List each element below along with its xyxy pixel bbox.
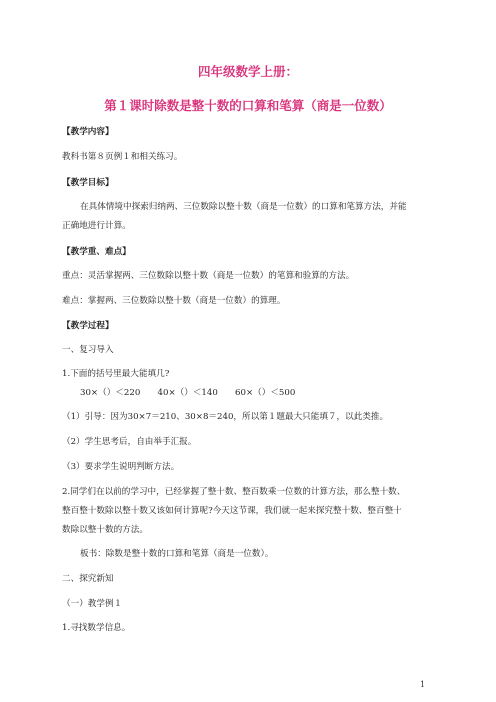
page-number: 1 — [420, 680, 426, 689]
goal-text-line-2: 正确地进行计算。 — [62, 221, 131, 231]
guide-step-1: （1）引导：因为30×7＝210、30×8＝240，所以第１题最大只能填７，以此类推。 — [62, 412, 389, 422]
question-two-line-3: 数除以整十数的方法。 — [62, 525, 148, 535]
question-one: 1.下面的括号里最大能填几? — [62, 369, 170, 379]
board-writing: 板书：除数是整十数的口算和笔算（商是一位数）。 — [80, 549, 274, 559]
subsection-example-1: （一）教学例１ — [62, 599, 123, 609]
goal-text-line-1: 在具体情境中探索归纳两、三位数除以整十数（商是一位数）的口算和笔算方法，并能 — [80, 202, 407, 212]
section-heading-goal: 【教学目标】 — [62, 178, 114, 188]
part-two-heading: 二、探究新知 — [62, 574, 114, 584]
part-one-heading: 一、复习导入 — [62, 345, 114, 355]
step-find-info: 1.寻找数学信息。 — [62, 623, 131, 633]
question-two-line-2: 整百整十数除以整十数又该如何计算呢?今天这节课，我们就一起来探究整十数、整百整十 — [62, 506, 402, 516]
document-title: 四年级数学上册： — [197, 64, 298, 79]
key-point-text: 重点：灵活掌握两、三位数除以整十数（商是一位数）的笔算和验算的方法。 — [62, 271, 355, 281]
section-heading-content: 【教学内容】 — [62, 127, 114, 137]
section-heading-key: 【教学重、难点】 — [62, 247, 131, 257]
guide-step-2: （2）学生思考后，自由举手汇报。 — [62, 437, 197, 447]
difficulty-text: 难点：掌握两、三位数除以整十数（商是一位数）的算理。 — [62, 296, 286, 306]
content-text: 教科书第８页例１和相关练习。 — [62, 152, 183, 162]
section-heading-process: 【教学过程】 — [62, 321, 114, 331]
question-two-line-1: 2.同学们在以前的学习中，已经掌握了整十数、整百数乘一位数的计算方法，那么整十数、 — [62, 487, 406, 497]
lesson-title: 第１课时除数是整十数的口算和笔算（商是一位数） — [104, 98, 392, 113]
question-one-items: 30×（）＜220 40×（）＜140 60×（）＜500 — [80, 388, 296, 398]
guide-step-3: （3）要求学生说明判断方法。 — [62, 462, 180, 472]
